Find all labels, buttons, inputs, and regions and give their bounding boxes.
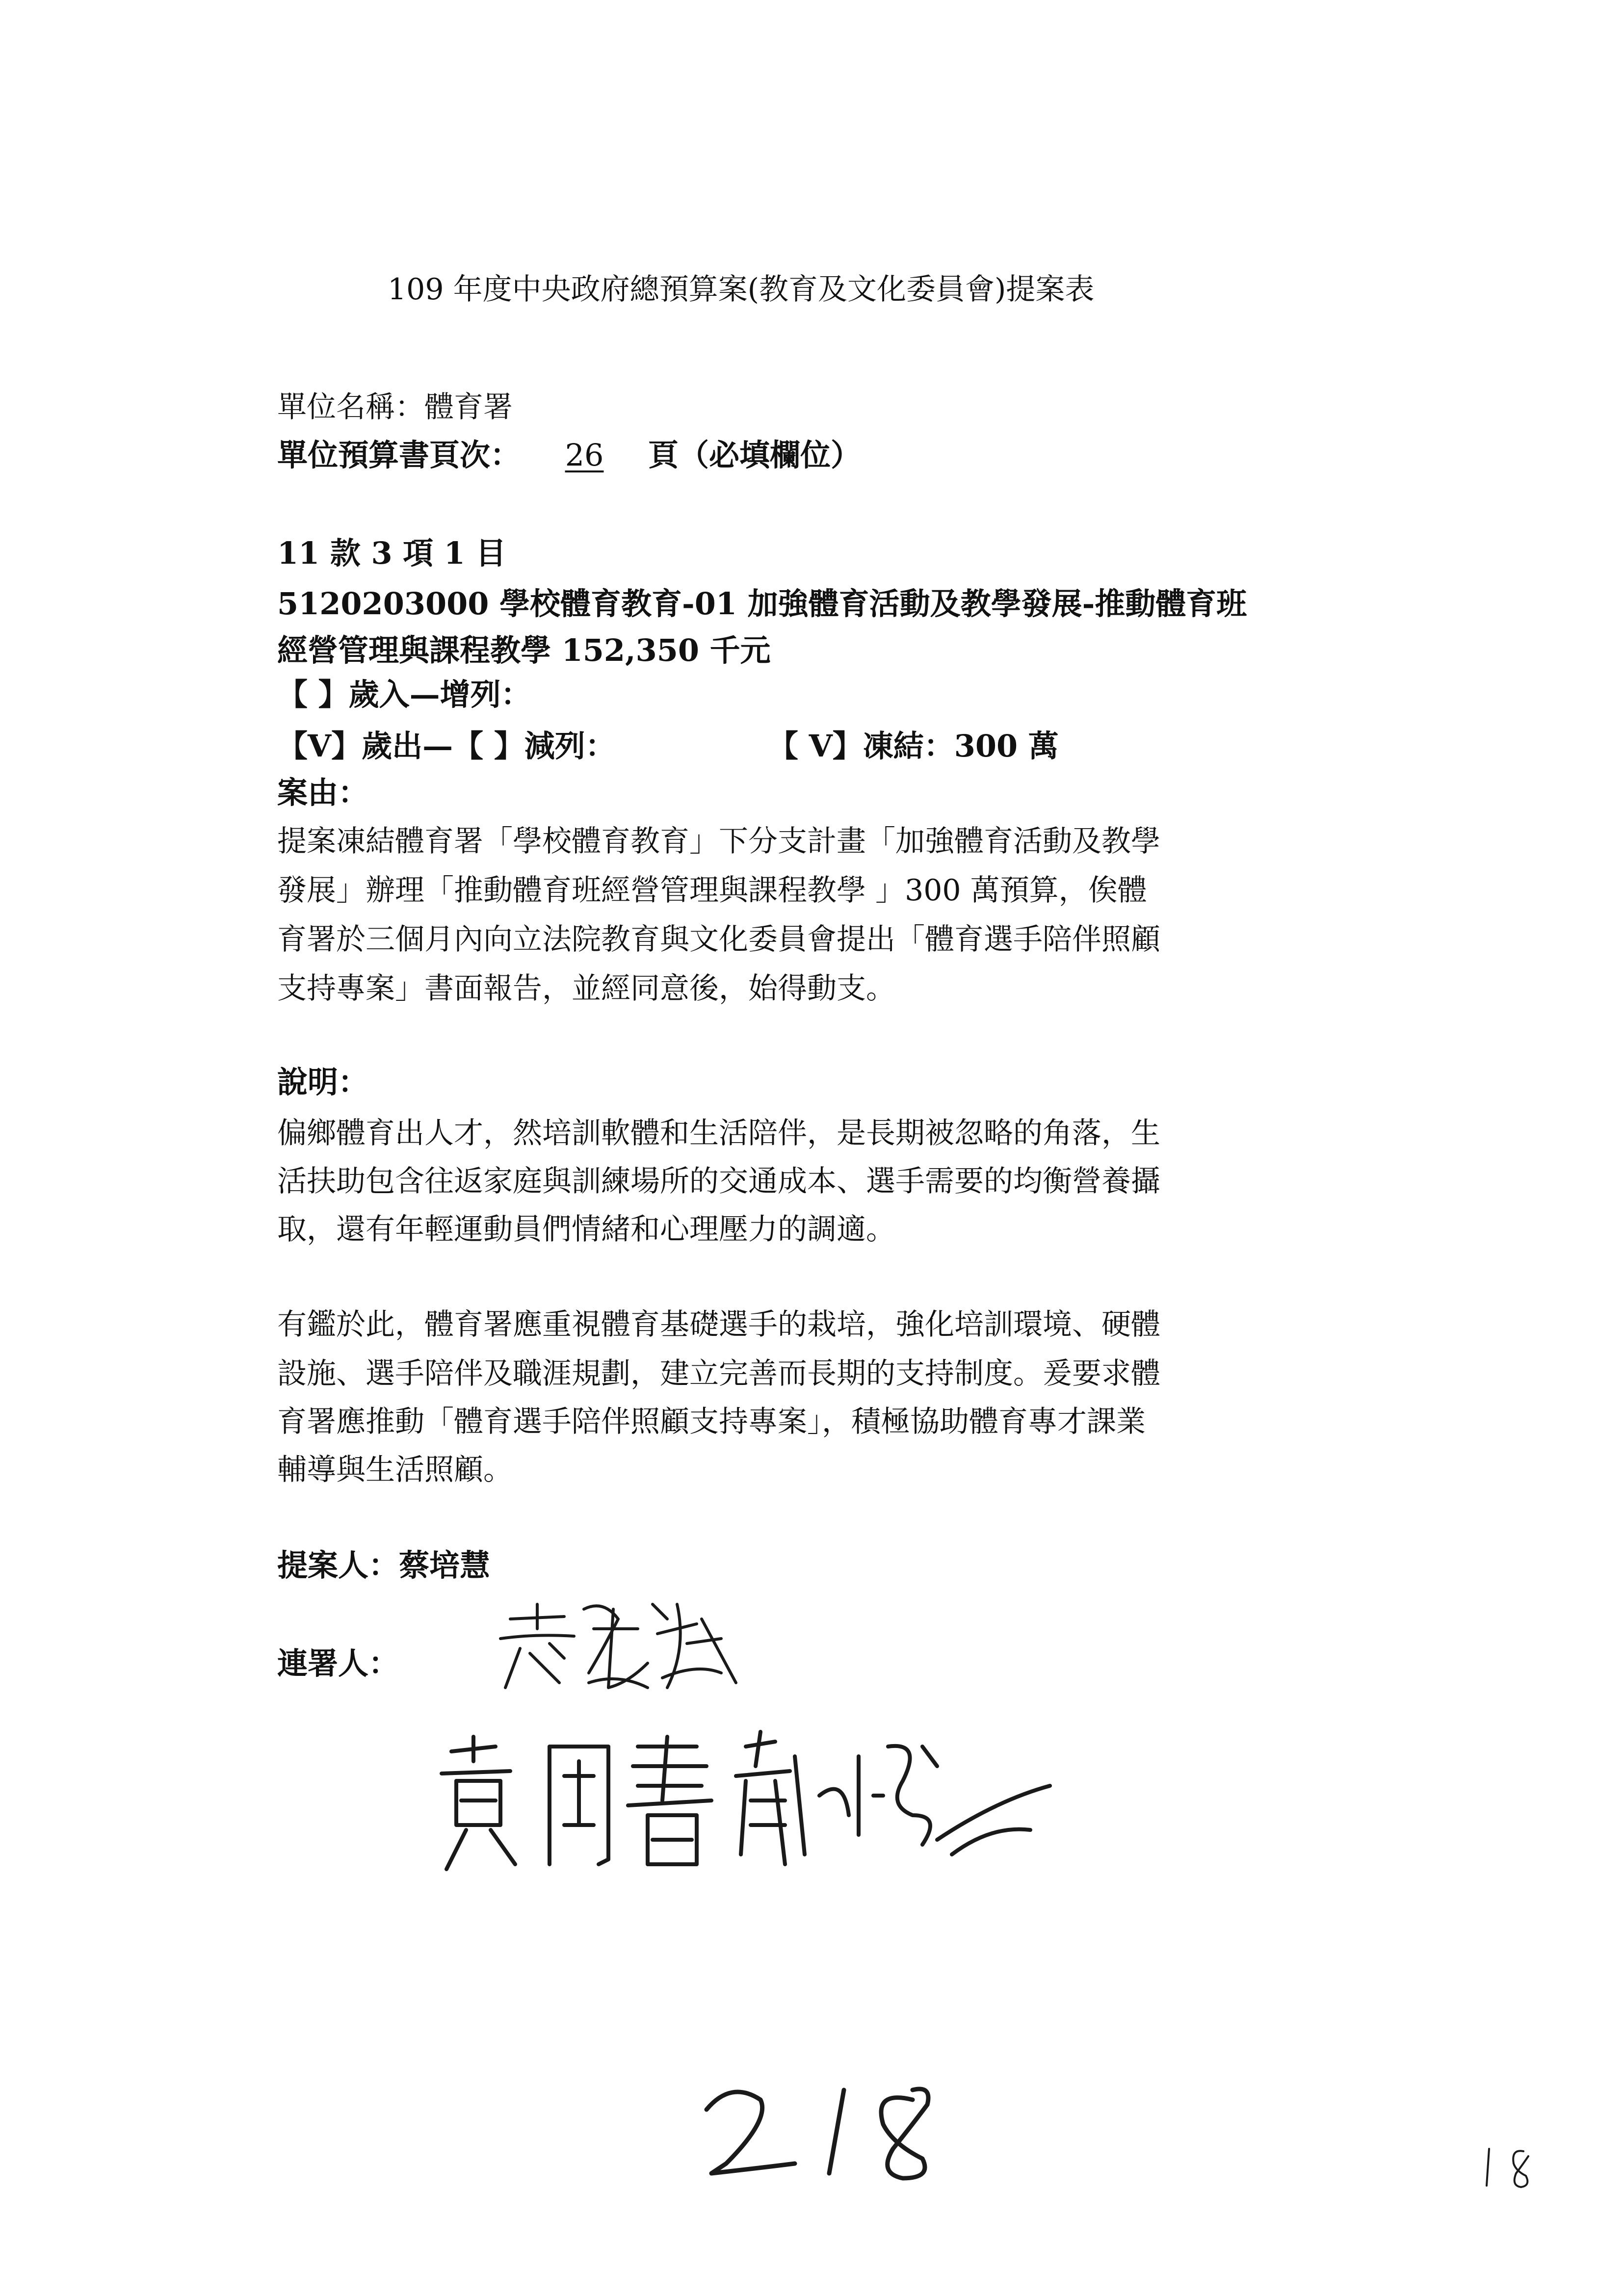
explanation-p1-line-3: 取，還有年輕運動員們情緒和心理壓力的調適。 <box>277 1212 895 1247</box>
handwritten-corner-number <box>1477 2139 1545 2193</box>
budget-page-label: 單位預算書頁次： <box>277 437 521 473</box>
budget-page-suffix: 頁（必填欄位） <box>648 437 862 473</box>
unit-name: 體育署 <box>424 390 513 424</box>
cosigners-label: 連署人： <box>277 1645 399 1681</box>
unit-row <box>277 392 513 422</box>
option-expenditure-reduce: 【V】歲出—【 】減列： <box>277 728 616 764</box>
item-code: 11 款 3 項 1 目 <box>277 535 506 571</box>
option-revenue: 【 】歲入—增列： <box>277 677 531 712</box>
unit-label: 單位名稱： <box>277 390 424 424</box>
explanation-p2-line-1: 有鑑於此，體育署應重視體育基礎選手的栽培，強化培訓環境、硬體 <box>277 1307 1160 1342</box>
handwritten-page-total <box>697 2070 952 2183</box>
reason-line-4: 支持專案」書面報告，並經同意後，始得動支。 <box>277 971 895 1006</box>
budget-page-row <box>277 437 862 473</box>
proposer-name: 蔡培慧 <box>399 1547 491 1583</box>
handwritten-signature-2 <box>432 1727 1070 1884</box>
explanation-p2-line-2: 設施、選手陪伴及職涯規劃，建立完善而長期的支持制度。爰要求體 <box>277 1357 1160 1391</box>
explanation-p2-line-4: 輔導與生活照顧。 <box>277 1453 513 1487</box>
proposer-row <box>277 1547 491 1583</box>
program-line-2: 經營管理與課程教學 152,350 千元 <box>277 632 771 668</box>
option-freeze: 【 V】凍結：300 萬 <box>768 728 1059 764</box>
explanation-p1-line-2: 活扶助包含往返家庭與訓練場所的交通成本、選手需要的均衡營養攝 <box>277 1164 1160 1199</box>
reason-line-3: 育署於三個月內向立法院教育與文化委員會提出「體育選手陪伴照顧 <box>277 922 1160 957</box>
program-line-1: 5120203000 學校體育教育-01 加強體育活動及教學發展-推動體育班 <box>277 586 1247 622</box>
explanation-p2-line-3: 育署應推動「體育選手陪伴照顧支持專案」，積極協助體育專才課業 <box>277 1405 1146 1439</box>
proposer-label: 提案人： <box>277 1547 399 1583</box>
form-title: 109 年度中央政府總預算案(教育及文化委員會)提案表 <box>388 272 1095 307</box>
budget-page-number: 26 <box>565 437 604 473</box>
explanation-heading: 說明： <box>277 1064 369 1100</box>
explanation-p1-line-1: 偏鄉體育出人才，然培訓軟體和生活陪伴，是長期被忽略的角落，生 <box>277 1116 1160 1150</box>
handwritten-signature-1 <box>491 1590 746 1707</box>
reason-heading: 案由： <box>277 775 369 810</box>
reason-line-1: 提案凍結體育署「學校體育教育」下分支計畫「加強體育活動及教學 <box>277 824 1160 859</box>
reason-line-2: 發展」辦理「推動體育班經營管理與課程教學 」300 萬預算，俟體 <box>277 873 1147 908</box>
